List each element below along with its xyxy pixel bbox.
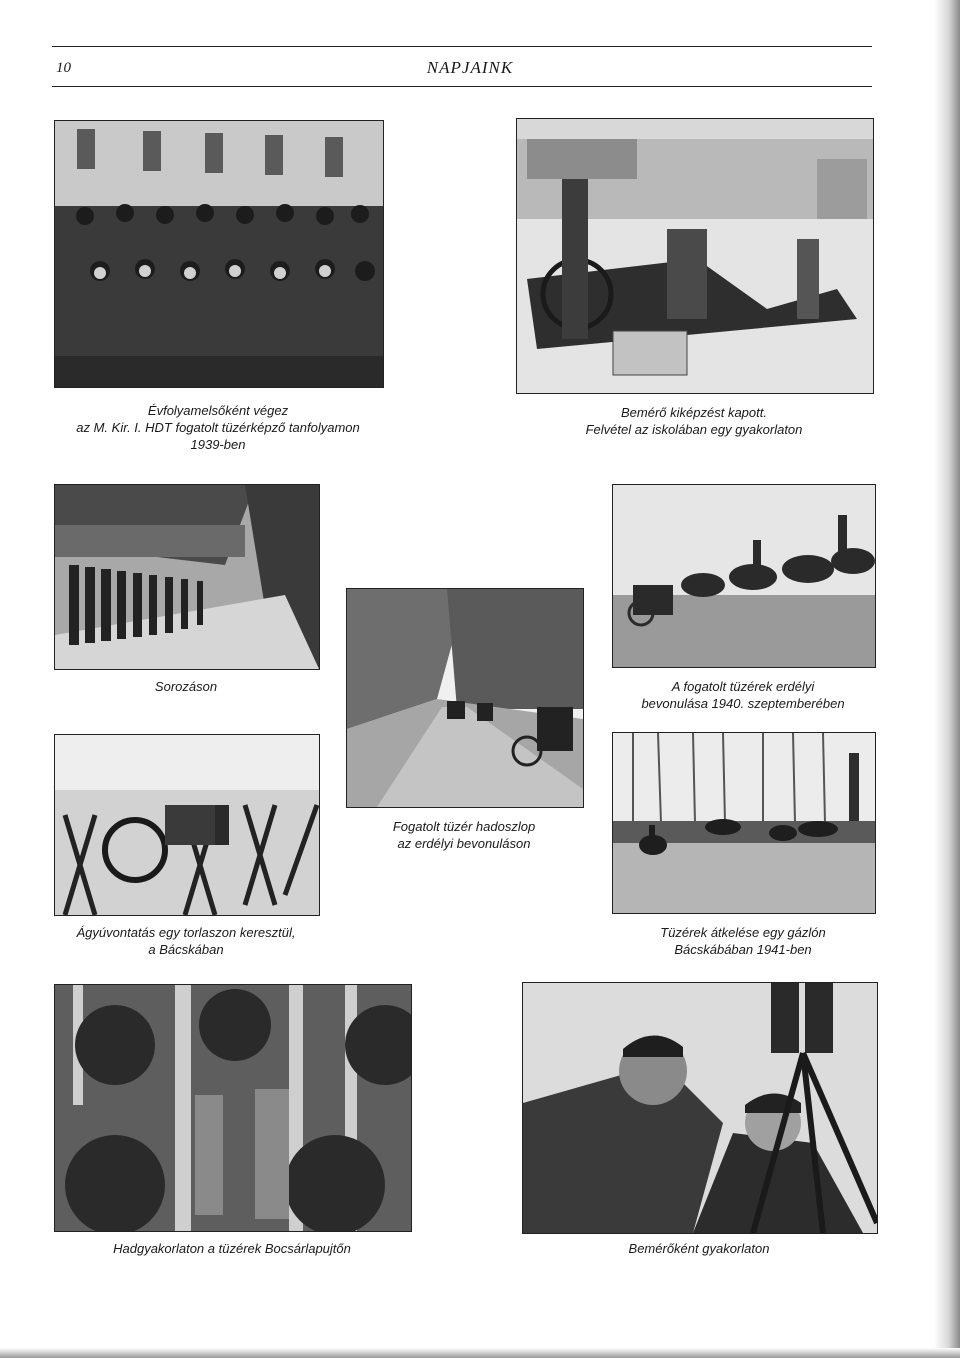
caption-class-graduation: Évfolyamelsőként végez az M. Kir. I. HDT fogatolt tüzérképző tanfolyamon 1939-ben (76, 403, 360, 452)
photo-class-graduation (54, 120, 384, 388)
photo-bocsarlapujto-exercise (54, 984, 412, 1232)
caption-ford-crossing: Tüzérek átkelése egy gázlón Bácskábában 1941-ben (660, 925, 826, 957)
photo-transylvania-entry (612, 484, 876, 668)
photo-rangefinder-exercise (522, 982, 878, 1234)
photo-ford-crossing (612, 732, 876, 914)
scan-bottom-edge (0, 1348, 960, 1358)
scan-edge-shadow (934, 0, 960, 1358)
caption-barricade-towing: Ágyúvontatás egy torlaszon keresztül, a Bácskában (76, 925, 296, 957)
running-head-title: NAPJAINK (426, 58, 514, 77)
caption-conscription: Sorozáson (154, 679, 218, 694)
header-top-rule (52, 46, 872, 47)
caption-transylvania-entry: A fogatolt tüzérek erdélyi bevonulása 1940. szeptemberében (641, 679, 845, 711)
caption-artillery-column: Fogatolt tüzér hadoszlop az erdélyi bevonuláson (392, 819, 536, 851)
caption-bocsarlapujto-exercise: Hadgyakorlaton a tüzérek Bocsárlapujtőn (113, 1241, 351, 1256)
caption-rangefinder-training: Bemérő kiképzést kapott. Felvétel az iskolában egy gyakorlaton (585, 405, 803, 437)
page-number: 10 (56, 60, 71, 76)
photo-artillery-column (346, 588, 584, 808)
photo-barricade-towing (54, 734, 320, 916)
photo-rangefinder-training (516, 118, 874, 394)
caption-rangefinder-exercise: Bemérőként gyakorlaton (628, 1241, 770, 1256)
header-bottom-rule (52, 86, 872, 87)
photo-conscription (54, 484, 320, 670)
